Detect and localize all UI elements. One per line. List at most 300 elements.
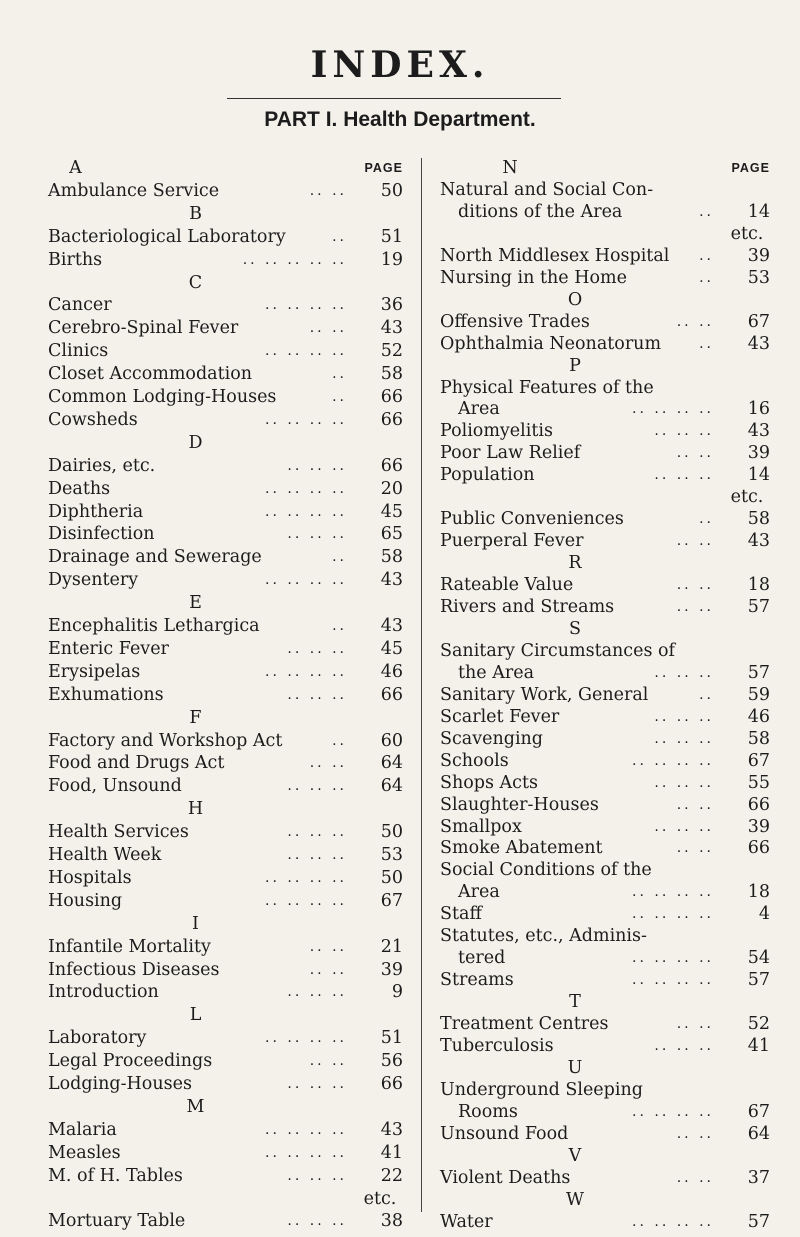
- entry-page-number: 43: [380, 318, 403, 339]
- dot-leader: .. .. ..: [287, 526, 347, 543]
- entry-page-number: 4: [758, 904, 770, 925]
- index-entry: [48, 545, 403, 569]
- section-letter: N: [502, 158, 518, 178]
- dot-leader: .. .. ..: [654, 708, 714, 725]
- entry-label: Factory and Workshop Act: [48, 730, 283, 751]
- page-column-label: PAGE: [364, 161, 403, 175]
- entry-label: Underground Sleeping: [440, 1079, 643, 1100]
- entry-label: Schools: [440, 750, 509, 771]
- entry-page-number: 45: [380, 638, 403, 659]
- entry-label: Cerebro-Spinal Fever: [48, 318, 239, 339]
- entry-page-number: etc.: [363, 1188, 397, 1209]
- entry-page-number: 65: [380, 524, 403, 545]
- entry-page-number: 9: [391, 982, 403, 1003]
- dot-leader: .. .. .. ..: [265, 343, 347, 360]
- index-entry: [48, 477, 403, 501]
- dot-leader: .. ..: [309, 320, 347, 337]
- entry-label: Food and Drugs Act: [48, 753, 225, 774]
- entry-label: Lodging-Houses: [48, 1074, 192, 1094]
- entry-page-number: 57: [747, 662, 770, 683]
- index-entry: [48, 362, 403, 386]
- entry-page-number: 51: [380, 226, 403, 247]
- entry-label: Nursing in the Home: [440, 267, 627, 288]
- dot-leader: .. ..: [676, 533, 714, 550]
- page-title: INDEX.: [310, 44, 490, 86]
- entry-page-number: 14: [747, 201, 770, 222]
- entry-label: Disinfection: [48, 524, 155, 545]
- column-divider: [421, 158, 422, 1212]
- index-entry: [440, 727, 770, 751]
- index-entry: [48, 774, 403, 798]
- dot-leader: .. .. ..: [654, 423, 714, 440]
- entry-page-number: 43: [380, 616, 403, 636]
- dot-leader: .. .. ..: [654, 664, 714, 681]
- index-entry: [48, 660, 403, 684]
- entry-label: Health Week: [48, 845, 162, 865]
- entry-label: Enteric Fever: [48, 638, 169, 659]
- dot-leader: ..: [699, 686, 714, 703]
- entry-label: Measles: [48, 1142, 121, 1163]
- entry-label: Encephalitis Lethargica: [48, 616, 260, 636]
- section-letter: I: [192, 913, 199, 934]
- index-entry: [48, 339, 403, 363]
- index-entry: [48, 179, 403, 203]
- index-entry: [48, 316, 403, 340]
- dot-leader: .. ..: [309, 938, 347, 955]
- entry-label: Clinics: [48, 341, 109, 362]
- dot-leader: ..: [699, 247, 714, 264]
- index-entry: [440, 880, 770, 904]
- entry-page-number: 66: [747, 838, 770, 859]
- entry-page-number: 55: [747, 772, 770, 793]
- entry-page-number: 67: [747, 750, 770, 771]
- entry-label: Exhumations: [48, 684, 164, 705]
- index-entry: [440, 771, 770, 795]
- entry-page-number: 43: [747, 531, 770, 552]
- index-entry: [48, 1164, 403, 1188]
- column-header: [48, 156, 403, 180]
- entry-label: Births: [48, 249, 103, 270]
- entry-label: tered: [458, 948, 506, 969]
- section-letter: V: [568, 1145, 582, 1166]
- index-entry: [48, 751, 403, 775]
- dot-leader: .. .. ..: [287, 1167, 347, 1184]
- dot-leader: .. .. .. ..: [632, 906, 714, 923]
- dot-leader: .. .. ..: [287, 984, 347, 1001]
- dot-leader: .. .. ..: [287, 640, 347, 657]
- dot-leader: .. .. .. ..: [265, 411, 347, 428]
- index-continuation: [440, 485, 770, 509]
- dot-leader: .. .. ..: [287, 847, 347, 863]
- dot-leader: .. ..: [309, 1053, 347, 1070]
- index-entry: [48, 958, 403, 982]
- section-letter: D: [188, 432, 203, 453]
- title-rule: [227, 98, 561, 99]
- dot-leader: .. ..: [676, 1169, 714, 1186]
- index-entry: [48, 820, 403, 844]
- index-entry: [440, 793, 770, 817]
- dot-leader: .. .. ..: [654, 818, 714, 835]
- entry-page-number: 66: [380, 387, 403, 407]
- entry-page-number: 39: [747, 816, 770, 837]
- dot-leader: .. ..: [309, 961, 347, 978]
- entry-label: Scavenging: [440, 728, 544, 749]
- index-entry: [440, 419, 770, 443]
- index-entry: [440, 836, 770, 860]
- entry-page-number: 50: [380, 822, 403, 843]
- dot-leader: .. ..: [676, 577, 714, 594]
- entry-label: Ophthalmia Neonatorum: [440, 333, 662, 354]
- index-entry: [440, 310, 770, 334]
- dot-leader: .. .. ..: [287, 1213, 347, 1230]
- index-continuation: [440, 222, 770, 246]
- index-entry: [48, 522, 403, 546]
- index-entry: [440, 1100, 770, 1124]
- entry-label: M. of H. Tables: [48, 1165, 183, 1186]
- entry-page-number: 67: [380, 890, 403, 911]
- entry-page-number: 56: [380, 1051, 403, 1072]
- entry-label: Unsound Food: [440, 1123, 569, 1144]
- dot-leader: ..: [699, 511, 714, 528]
- dot-leader: .. .. ..: [287, 824, 347, 841]
- entry-page-number: 66: [747, 794, 770, 815]
- entry-page-number: 45: [380, 501, 403, 522]
- entry-label: Closet Accommodation: [48, 364, 253, 385]
- entry-label: Deaths: [48, 478, 111, 499]
- entry-page-number: 52: [747, 1014, 770, 1035]
- entry-label: Violent Deaths: [440, 1167, 571, 1188]
- entry-page-number: 66: [380, 1074, 403, 1094]
- dot-leader: .. ..: [676, 313, 714, 330]
- index-entry: [440, 507, 770, 531]
- dot-leader: .. .. .. ..: [632, 1103, 714, 1120]
- part-heading: PART I. Health Department.: [264, 108, 536, 131]
- dot-leader: ..: [699, 335, 714, 352]
- entry-page-number: 58: [380, 364, 403, 385]
- dot-leader: ..: [699, 203, 714, 220]
- index-entry: [440, 463, 770, 487]
- entry-page-number: 37: [747, 1167, 770, 1188]
- entry-label: Dairies, etc.: [48, 455, 156, 476]
- section-letter: R: [568, 553, 582, 574]
- index-entry: [48, 1118, 403, 1142]
- entry-page-number: 18: [747, 575, 770, 596]
- entry-label: Shops Acts: [440, 772, 538, 793]
- entry-page-number: 54: [747, 948, 770, 969]
- index-entry: [48, 866, 403, 890]
- entry-label: Infectious Diseases: [48, 959, 220, 980]
- index-entry: [440, 1012, 770, 1036]
- index-entry: [440, 178, 770, 202]
- section-letter: P: [569, 355, 581, 376]
- dot-leader: .. .. .. ..: [265, 1030, 347, 1047]
- section-letter: B: [189, 203, 202, 224]
- entry-label: Laboratory: [48, 1028, 147, 1049]
- dot-leader: .. .. .. ..: [265, 663, 347, 680]
- index-entry: [440, 1210, 770, 1234]
- section-letter: U: [567, 1057, 583, 1078]
- dot-leader: ..: [332, 389, 347, 405]
- section-letter: F: [189, 707, 202, 728]
- entry-page-number: 67: [747, 311, 770, 332]
- section-letter: H: [187, 799, 204, 820]
- index-entry: [440, 200, 770, 224]
- entry-page-number: 39: [747, 245, 770, 266]
- entry-page-number: 21: [380, 936, 403, 957]
- entry-page-number: 46: [380, 661, 403, 682]
- entry-page-number: 57: [747, 597, 770, 617]
- dot-leader: ..: [332, 366, 347, 383]
- index-entry: [440, 244, 770, 268]
- entry-page-number: 59: [747, 684, 770, 705]
- index-entry: [440, 1122, 770, 1146]
- dot-leader: .. .. .. ..: [632, 972, 714, 989]
- entry-page-number: 16: [747, 399, 770, 420]
- index-entry: [48, 454, 403, 478]
- entry-label: ditions of the Area: [458, 201, 623, 222]
- entry-page-number: 19: [380, 249, 403, 270]
- entry-page-number: 39: [747, 443, 770, 464]
- entry-label: Cancer: [48, 295, 112, 316]
- section-letter: L: [189, 1005, 202, 1026]
- entry-page-number: 60: [380, 730, 403, 751]
- index-entry: [48, 935, 403, 959]
- dot-leader: .. .. .. ..: [265, 1121, 347, 1138]
- index-entry: [440, 266, 770, 290]
- index-entry: [440, 1034, 770, 1058]
- entry-label: Scarlet Fever: [440, 706, 560, 727]
- index-entry: [440, 639, 770, 663]
- dot-leader: .. .. ..: [654, 1038, 714, 1054]
- entry-label: Mortuary Table: [48, 1211, 186, 1232]
- dot-leader: .. .. .. ..: [632, 1213, 714, 1230]
- entry-page-number: 52: [380, 341, 403, 362]
- entry-page-number: 50: [380, 180, 403, 201]
- entry-label: North Middlesex Hospital: [440, 245, 670, 266]
- index-entry: [48, 729, 403, 753]
- entry-page-number: 36: [380, 295, 403, 316]
- dot-leader: .. .. .. ..: [265, 297, 347, 314]
- dot-leader: .. ..: [676, 840, 714, 857]
- entry-page-number: etc.: [730, 223, 764, 244]
- dot-leader: .. .. .. .. ..: [242, 251, 347, 268]
- section-letter: M: [186, 1096, 205, 1117]
- index-entry: [48, 683, 403, 707]
- entry-label: Physical Features of the: [440, 377, 654, 398]
- entry-page-number: 64: [380, 753, 403, 774]
- entry-page-number: 51: [380, 1028, 403, 1049]
- entry-page-number: 18: [747, 882, 770, 903]
- dot-leader: .. .. ..: [654, 730, 714, 747]
- dot-leader: .. .. .. ..: [265, 1144, 347, 1161]
- entry-label: Natural and Social Con-: [440, 179, 654, 200]
- index-entry: [48, 1026, 403, 1050]
- entry-label: Ambulance Service: [48, 180, 220, 201]
- section-letter: S: [569, 618, 581, 639]
- entry-page-number: 50: [380, 867, 403, 888]
- index-entry: [48, 500, 403, 524]
- index-entry: [440, 397, 770, 421]
- dot-leader: ..: [699, 269, 714, 286]
- index-entry: [48, 1209, 403, 1233]
- entry-label: Rateable Value: [440, 575, 574, 596]
- index-entry: [440, 1078, 770, 1102]
- index-entry: [48, 637, 403, 661]
- entry-label: Water: [440, 1211, 493, 1232]
- entry-page-number: 43: [380, 570, 403, 591]
- index-entry: [440, 968, 770, 992]
- entry-label: Area: [458, 399, 500, 420]
- entry-page-number: 43: [380, 1119, 403, 1140]
- index-entry: [440, 815, 770, 839]
- entry-label: Health Services: [48, 822, 189, 843]
- entry-label: Dysentery: [48, 570, 139, 591]
- entry-label: Food, Unsound: [48, 776, 182, 797]
- index-entry: [440, 573, 770, 597]
- column-header: [440, 156, 770, 180]
- index-entry: [440, 376, 770, 400]
- entry-page-number: etc.: [730, 487, 764, 508]
- dot-leader: .. .. ..: [654, 467, 714, 484]
- entry-label: the Area: [458, 662, 535, 683]
- entry-label: Common Lodging-Houses: [48, 387, 277, 407]
- dot-leader: ..: [332, 732, 347, 749]
- dot-leader: .. ..: [676, 599, 714, 615]
- index-entry: [48, 1141, 403, 1165]
- entry-label: Drainage and Sewerage: [48, 547, 262, 568]
- entry-label: Tuberculosis: [440, 1036, 554, 1056]
- dot-leader: .. .. .. ..: [265, 869, 347, 886]
- entry-label: Streams: [440, 970, 514, 991]
- index-entry: [440, 924, 770, 948]
- index-entry: [48, 408, 403, 432]
- entry-page-number: 43: [747, 421, 770, 442]
- entry-label: Staff: [440, 904, 482, 925]
- entry-page-number: 58: [747, 509, 770, 530]
- entry-label: Statutes, etc., Adminis-: [440, 926, 647, 947]
- dot-leader: ..: [332, 228, 347, 245]
- entry-label: Area: [458, 882, 500, 903]
- entry-page-number: 14: [747, 465, 770, 486]
- entry-page-number: 41: [380, 1142, 403, 1163]
- entry-label: Population: [440, 465, 535, 486]
- dot-leader: .. .. ..: [287, 686, 347, 703]
- entry-page-number: 64: [380, 776, 403, 797]
- dot-leader: .. .. ..: [287, 778, 347, 795]
- entry-label: Rooms: [458, 1101, 518, 1122]
- entry-page-number: 20: [380, 478, 403, 499]
- entry-page-number: 67: [747, 1101, 770, 1122]
- dot-leader: .. .. .. ..: [265, 572, 347, 589]
- entry-label: Introduction: [48, 982, 159, 1003]
- dot-leader: .. .. .. ..: [265, 503, 347, 520]
- index-entry: [48, 1072, 403, 1096]
- entry-label: Sanitary Work, General: [440, 684, 649, 705]
- index-continuation: [48, 1187, 403, 1211]
- entry-page-number: 58: [380, 547, 403, 568]
- entry-page-number: 57: [747, 1211, 770, 1232]
- section-letter: A: [69, 158, 82, 178]
- index-entry: [48, 248, 403, 272]
- index-entry: [48, 225, 403, 249]
- entry-label: Social Conditions of the: [440, 860, 652, 881]
- page-column-label: PAGE: [731, 161, 770, 175]
- index-entry: [440, 705, 770, 729]
- entry-label: Poliomyelitis: [440, 421, 553, 442]
- entry-label: Offensive Trades: [440, 311, 590, 332]
- entry-page-number: 57: [747, 970, 770, 991]
- dot-leader: .. ..: [309, 755, 347, 772]
- entry-label: Slaughter-Houses: [440, 794, 599, 815]
- dot-leader: .. .. .. ..: [632, 884, 714, 901]
- entry-label: Rivers and Streams: [440, 597, 615, 617]
- index-entry: [440, 858, 770, 882]
- index-entry: [48, 385, 403, 409]
- section-letter: W: [566, 1189, 584, 1210]
- dot-leader: .. .. ..: [654, 774, 714, 791]
- entry-page-number: 53: [380, 845, 403, 865]
- section-letter: E: [189, 593, 202, 614]
- dot-leader: .. .. .. ..: [632, 401, 714, 418]
- entry-page-number: 46: [747, 706, 770, 727]
- entry-page-number: 53: [747, 267, 770, 288]
- index-entry: [440, 749, 770, 773]
- entry-page-number: 66: [380, 409, 403, 430]
- entry-label: Infantile Mortality: [48, 936, 211, 957]
- dot-leader: .. .. ..: [287, 457, 347, 474]
- entry-label: Public Conveniences: [440, 509, 624, 530]
- section-letter: O: [567, 289, 583, 310]
- entry-label: Diphtheria: [48, 501, 144, 522]
- entry-label: Cowsheds: [48, 409, 138, 430]
- index-entry: [440, 441, 770, 465]
- index-entry: [440, 595, 770, 619]
- index-entry: [48, 614, 403, 638]
- dot-leader: .. ..: [676, 796, 714, 813]
- section-letter: C: [188, 272, 203, 293]
- index-entry: [440, 332, 770, 356]
- entry-label: Smallpox: [440, 816, 522, 837]
- entry-label: Poor Law Relief: [440, 443, 581, 464]
- index-entry: [48, 889, 403, 913]
- entry-label: Hospitals: [48, 867, 132, 888]
- dot-leader: .. .. .. ..: [265, 480, 347, 497]
- entry-page-number: 64: [747, 1123, 770, 1144]
- dot-leader: ..: [332, 618, 347, 634]
- dot-leader: .. ..: [676, 1016, 714, 1033]
- dot-leader: .. .. ..: [287, 1076, 347, 1092]
- entry-label: Erysipelas: [48, 661, 141, 682]
- entry-label: Puerperal Fever: [440, 531, 584, 552]
- entry-label: Sanitary Circumstances of: [440, 640, 676, 661]
- entry-page-number: 58: [747, 728, 770, 749]
- index-entry: [48, 980, 403, 1004]
- dot-leader: .. ..: [676, 1125, 714, 1142]
- index-entry: [48, 843, 403, 867]
- entry-label: Smoke Abatement: [440, 838, 603, 859]
- entry-label: Housing: [48, 890, 123, 911]
- entry-page-number: 66: [380, 684, 403, 705]
- index-entry: [440, 946, 770, 970]
- dot-leader: ..: [332, 549, 347, 566]
- section-letter: T: [569, 992, 581, 1013]
- entry-page-number: 41: [747, 1036, 770, 1056]
- index-entry: [440, 902, 770, 926]
- entry-page-number: 43: [747, 333, 770, 354]
- dot-leader: .. ..: [309, 182, 347, 199]
- entry-page-number: 66: [380, 455, 403, 476]
- entry-page-number: 38: [380, 1211, 403, 1232]
